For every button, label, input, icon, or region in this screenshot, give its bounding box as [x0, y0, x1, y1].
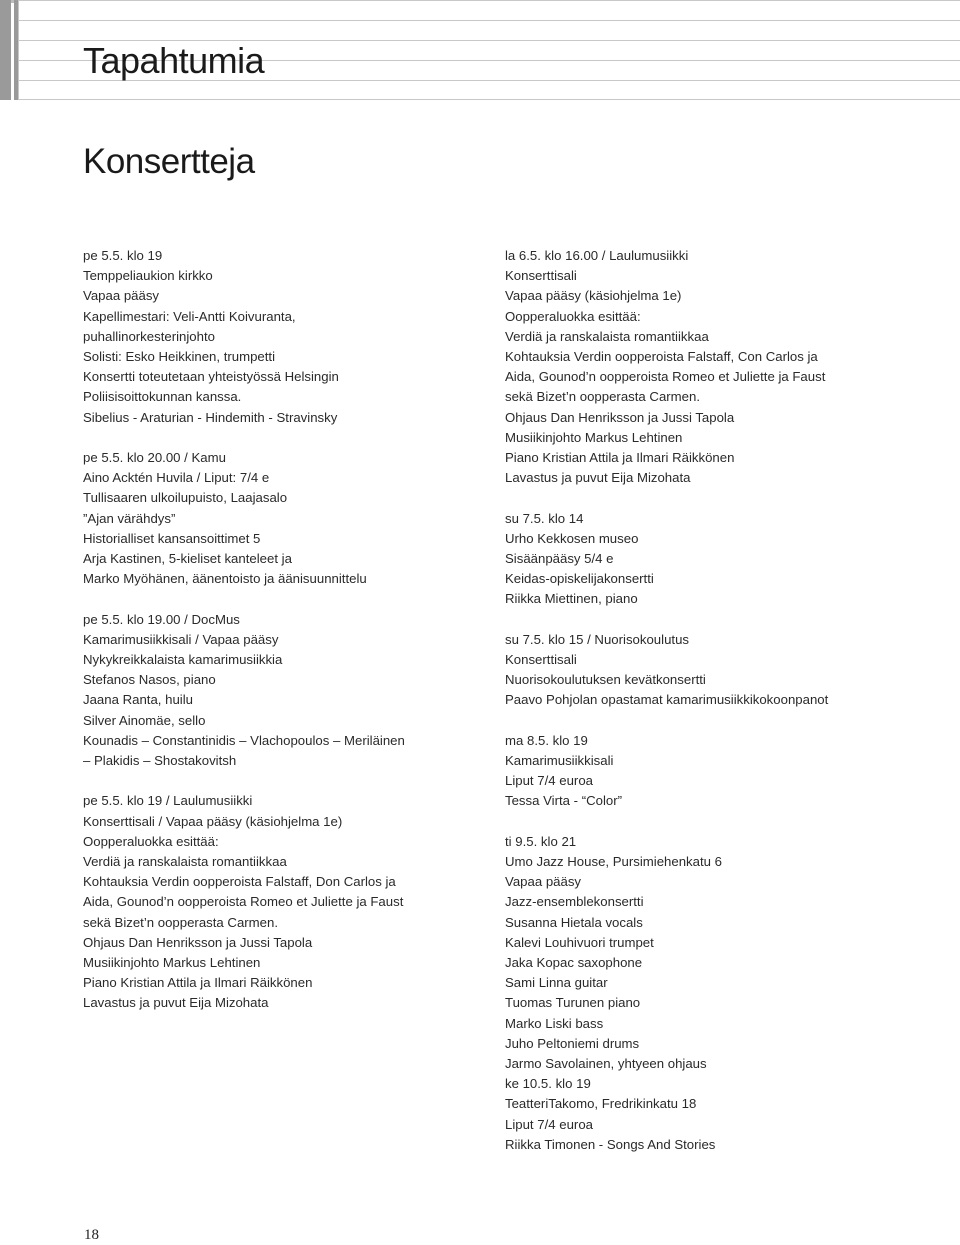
- event-detail-line: Vapaa pääsy (käsiohjelma 1e): [505, 288, 682, 304]
- event-detail-line: Riikka Timonen - Songs And Stories: [505, 1136, 716, 1152]
- event-detail-line: Keidas-opiskelijakonsertti: [505, 571, 654, 587]
- event-date: ke 10.5. klo 19: [505, 1076, 591, 1092]
- event-detail-line: Marko Liski bass: [505, 1015, 604, 1031]
- event-detail-line: Vapaa pääsy: [505, 874, 582, 890]
- event-detail-line: Tuomas Turunen piano: [505, 995, 641, 1011]
- event-detail-line: Piano Kristian Attila ja Ilmari Räikkönen: [83, 975, 313, 991]
- event-listing: [505, 731, 925, 812]
- event-listing: [505, 509, 925, 610]
- event-detail-line: Jazz-ensemblekonsertti: [505, 894, 644, 910]
- event-detail-line: sekä Bizet’n oopperasta Carmen.: [83, 914, 278, 930]
- events-column-right: [505, 246, 925, 1175]
- event-detail-line: Liput 7/4 euroa: [505, 773, 593, 789]
- event-detail-line: Kounadis – Constantinidis – Vlachopoulos – Meriläinen: [83, 732, 405, 748]
- event-detail-line: Verdiä ja ranskalaista romantiikkaa: [505, 328, 709, 344]
- event-detail-line: Konserttisali: [505, 268, 577, 284]
- event-date: pe 5.5. klo 19 / Laulumusiikki: [83, 793, 253, 809]
- event-date: la 6.5. klo 16.00 / Laulumusiikki: [505, 248, 689, 263]
- event-detail-line: Verdiä ja ranskalaista romantiikkaa: [83, 854, 287, 870]
- event-listing: [83, 791, 483, 1013]
- event-detail-line: Historialliset kansansoittimet 5: [83, 530, 261, 546]
- event-detail-line: ”Ajan värähdys”: [83, 510, 176, 526]
- event-detail-line: Aida, Gounod’n oopperoista Romeo et Juliette ja Faust: [83, 894, 404, 910]
- event-detail-line: Musiikinjohto Markus Lehtinen: [83, 955, 261, 971]
- event-listing: [83, 610, 483, 772]
- event-detail-line: Tullisaaren ulkoilupuisto, Laajasalo: [83, 490, 288, 506]
- event-detail-line: sekä Bizet’n oopperasta Carmen.: [505, 389, 700, 405]
- event-detail-line: Solisti: Esko Heikkinen, trumpetti: [83, 349, 276, 365]
- event-detail-line: Jaana Ranta, huilu: [83, 692, 193, 708]
- event-detail-line: TeatteriTakomo, Fredrikinkatu 18: [505, 1096, 697, 1112]
- event-detail-line: Silver Ainomäe, sello: [83, 712, 206, 728]
- event-listing: [505, 1074, 925, 1155]
- event-detail-line: Lavastus ja puvut Eija Mizohata: [505, 470, 691, 486]
- event-date: ti 9.5. klo 21: [505, 833, 577, 849]
- event-detail-line: Jarmo Savolainen, yhtyeen ohjaus: [505, 1056, 707, 1072]
- event-detail-line: Tessa Virta - “Color”: [505, 793, 623, 809]
- header-vertical-rule: [18, 0, 19, 100]
- section-title: Konsertteja: [83, 142, 255, 181]
- event-date: pe 5.5. klo 19: [83, 248, 163, 263]
- event-detail-line: Kohtauksia Verdin oopperoista Falstaff, Don Carlos ja: [83, 874, 396, 890]
- event-detail-line: Kapellimestari: Veli-Antti Koivuranta,: [83, 308, 296, 324]
- events-column-left: [83, 246, 483, 1034]
- event-detail-line: Jaka Kopac saxophone: [505, 955, 643, 971]
- event-detail-line: Stefanos Nasos, piano: [83, 672, 216, 688]
- event-detail-line: Konserttisali: [505, 652, 577, 668]
- event-detail-line: Riikka Miettinen, piano: [505, 591, 638, 607]
- event-detail-line: Nuorisokoulutuksen kevätkonsertti: [505, 672, 706, 688]
- event-detail-line: Paavo Pohjolan opastamat kamarimusiikkikokoonpanot: [505, 692, 829, 708]
- event-detail-line: Umo Jazz House, Pursimiehenkatu 6: [505, 854, 722, 870]
- event-detail-line: Kohtauksia Verdin oopperoista Falstaff, Con Carlos ja: [505, 349, 818, 365]
- event-date: pe 5.5. klo 20.00 / Kamu: [83, 450, 226, 466]
- event-detail-line: – Plakidis – Shostakovitsh: [83, 753, 237, 769]
- event-detail-line: Oopperaluokka esittää:: [83, 833, 219, 849]
- page-number: 18: [84, 1227, 99, 1243]
- header-rule: [18, 20, 960, 21]
- header-rule: [18, 99, 960, 100]
- event-detail-line: puhallinorkesterinjohto: [83, 328, 215, 344]
- event-detail-line: Susanna Hietala vocals: [505, 914, 643, 930]
- event-detail-line: Kamarimusiikkisali / Vapaa pääsy: [83, 631, 279, 647]
- event-listing: [83, 246, 483, 428]
- corner-bar: [0, 0, 11, 100]
- event-detail-line: Piano Kristian Attila ja Ilmari Räikkönen: [505, 450, 735, 466]
- event-detail-line: Nykykreikkalaista kamarimusiikkia: [83, 652, 283, 668]
- page-title: Tapahtumia: [83, 40, 265, 81]
- event-listing: [83, 448, 483, 589]
- event-detail-line: Musiikinjohto Markus Lehtinen: [505, 429, 683, 445]
- event-detail-line: Sibelius - Araturian - Hindemith - Stravinsky: [83, 409, 338, 425]
- event-detail-line: Urho Kekkosen museo: [505, 530, 639, 546]
- event-detail-line: Sisäänpääsy 5/4 e: [505, 551, 614, 567]
- event-date: pe 5.5. klo 19.00 / DocMus: [83, 611, 240, 627]
- event-date: ma 8.5. klo 19: [505, 732, 588, 748]
- event-detail-line: Kamarimusiikkisali: [505, 753, 614, 769]
- event-detail-line: Temppeliaukion kirkko: [83, 268, 213, 284]
- event-detail-line: Liput 7/4 euroa: [505, 1116, 593, 1132]
- event-detail-line: Sami Linna guitar: [505, 975, 608, 991]
- event-detail-line: Poliisisoittokunnan kanssa.: [83, 389, 242, 405]
- event-detail-line: Ohjaus Dan Henriksson ja Jussi Tapola: [83, 934, 313, 950]
- event-detail-line: Lavastus ja puvut Eija Mizohata: [83, 995, 269, 1011]
- header-rule: [18, 0, 960, 1]
- event-listing: [505, 246, 925, 488]
- event-detail-line: Kalevi Louhivuori trumpet: [505, 934, 654, 950]
- event-date: su 7.5. klo 14: [505, 510, 584, 526]
- event-listing: [505, 630, 925, 711]
- event-detail-line: Juho Peltoniemi drums: [505, 1035, 640, 1051]
- event-detail-line: Oopperaluokka esittää:: [505, 308, 641, 324]
- event-detail-line: Ohjaus Dan Henriksson ja Jussi Tapola: [505, 409, 735, 425]
- event-detail-line: Arja Kastinen, 5-kieliset kanteleet ja: [83, 551, 292, 567]
- event-detail-line: Marko Myöhänen, äänentoisto ja äänisuunnittelu: [83, 571, 367, 587]
- event-detail-line: Vapaa pääsy: [83, 288, 160, 304]
- event-detail-line: Aida, Gounod’n oopperoista Romeo et Juliette ja Faust: [505, 369, 826, 385]
- event-date: su 7.5. klo 15 / Nuorisokoulutus: [505, 631, 689, 647]
- event-detail-line: Konsertti toteutetaan yhteistyössä Helsingin: [83, 369, 339, 385]
- event-detail-line: Konserttisali / Vapaa pääsy (käsiohjelma 1e): [83, 813, 343, 829]
- event-listing: [505, 832, 925, 1074]
- event-detail-line: Aino Acktén Huvila / Liput: 7/4 e: [83, 470, 270, 486]
